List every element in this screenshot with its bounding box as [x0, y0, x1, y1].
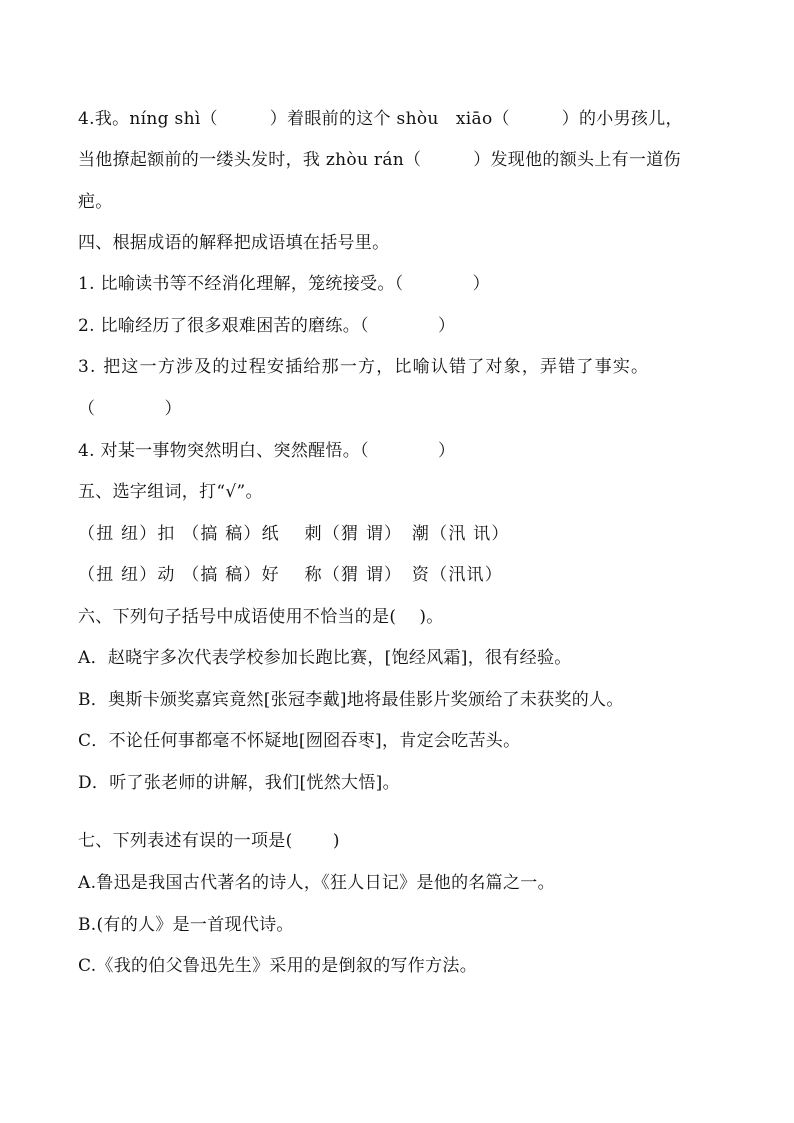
q4-pinyin-line-2: 当他撩起额前的一缕头发时，我 zhòu rán（ ）发现他的额头上有一道伤: [78, 150, 681, 170]
section-4-item-3-blank: （ ）: [78, 399, 182, 419]
section-4-item-1: 1. 比喻读书等不经消化理解，笼统接受。（ ）: [78, 274, 490, 294]
section-7-option-c: C.《我的伯父鲁迅先生》采用的是倒叙的写作方法。: [78, 956, 478, 976]
section-6-option-c: C．不论任何事都毫不怀疑地[囫囵吞枣]，肯定会吃苦头。: [78, 731, 521, 751]
section-5-title: 五、选字组词，打“√”。: [78, 482, 263, 502]
section-4-item-2: 2. 比喻经历了很多艰难困苦的磨练。（ ）: [78, 316, 456, 336]
section-4-item-3: 3. 把这一方涉及的过程安插给那一方，比喻认错了对象，弄错了事实。: [78, 357, 650, 377]
section-5-row-2: （扭 纽）动 （搞 稿）好 称（猬 谓） 资（汛讯）: [78, 565, 503, 585]
section-6-option-b: B．奥斯卡颁奖嘉宾竟然[张冠李戴]地将最佳影片奖颁给了未获奖的人。: [78, 690, 624, 710]
section-7-option-b: B.(有的人》是一首现代诗。: [78, 915, 294, 935]
section-5-row-1: （扭 纽）扣 （搞 稿）纸 刺（猬 谓） 潮（汛 讯）: [78, 524, 510, 544]
q4-pinyin-line-3: 疤。: [78, 192, 113, 212]
section-4-item-4: 4. 对某一事物突然明白、突然醒悟。（ ）: [78, 441, 456, 461]
section-7-option-a: A.鲁迅是我国古代著名的诗人，《狂人日记》是他的名篇之一。: [78, 873, 555, 893]
section-6-title: 六、下列句子括号中成语使用不恰当的是( )。: [78, 607, 444, 627]
section-7-title: 七、下列表述有误的一项是( ): [78, 831, 340, 851]
q4-pinyin-line-1: 4.我。níng shì（ ）着眼前的这个 shòu xiāo（ ）的小男孩儿，: [78, 109, 683, 129]
section-6-option-a: A．赵晓宇多次代表学校参加长跑比赛，[饱经风霜]，很有经验。: [78, 648, 572, 668]
section-4-title: 四、根据成语的解释把成语填在括号里。: [78, 233, 390, 253]
section-6-option-d: D．听了张老师的讲解，我们[恍然大悟]。: [78, 773, 400, 793]
